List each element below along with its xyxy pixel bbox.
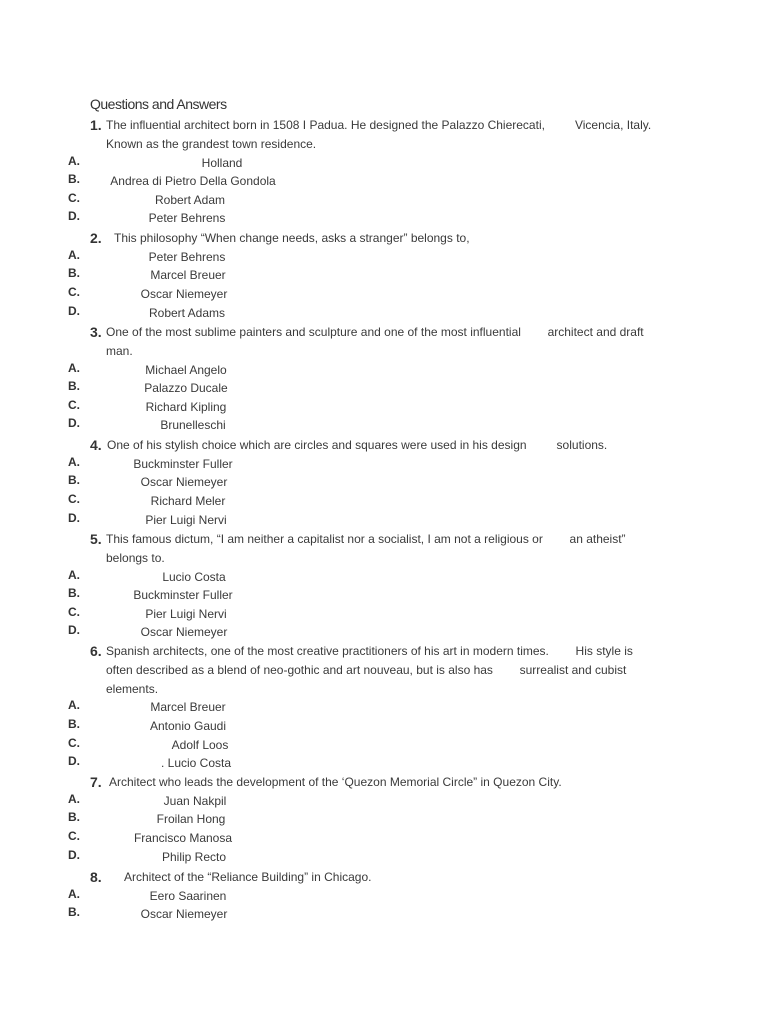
option-letter: C. [68,397,80,412]
option-letter: A. [68,698,80,713]
option-text: Lucio Costa [162,569,226,584]
option-letter: B. [68,717,80,731]
option-text: Robert Adams [148,305,226,320]
option-letter: B. [68,172,80,187]
question-number: 5. [90,531,102,547]
question-text: Known as the grandest town residence. [106,136,317,151]
option-text: Philip Recto [161,849,227,864]
option-text: Adolf Loos [171,737,229,752]
question-text: Architect who leads the development of the ‘Quezon Memorial Circle” in Quezon City. [109,775,562,789]
option-letter: A. [68,567,80,582]
option-letter: B. [68,586,80,601]
option-text: Marcel Breuer [150,700,226,715]
option-letter: B. [68,266,80,281]
question-text: One of his stylish choice which are circles and squares were used in his design solutions. [107,438,608,452]
option-text: Buckminster Fuller [133,588,233,603]
option-letter: B. [68,810,80,825]
option-letter: A. [68,360,80,375]
option-text: Oscar Niemeyer [140,907,228,922]
page-title: Questions and Answers [90,96,227,112]
option-text: Marcel Breuer [150,268,226,283]
option-text: Michael Angelo [145,362,227,377]
option-text: Juan Nakpil [163,793,227,808]
option-letter: D. [68,754,80,769]
option-text: . Lucio Costa [160,756,232,771]
question-number: 7. [90,774,102,790]
option-text: Richard Kipling [145,399,227,414]
option-letter: C. [68,285,80,299]
option-letter: C. [68,190,80,205]
option-text: Brunelleschi [160,418,226,433]
option-letter: D. [68,303,80,318]
question-text: elements. [106,681,159,696]
question-text: The influential architect born in 1508 I Padua. He designed the Palazzo Chierecati, Vicencia, Italy. [106,118,652,132]
option-letter: A. [68,886,80,901]
question-text: belongs to. [106,550,165,565]
option-letter: D. [68,209,80,224]
question-number: 6. [90,643,102,659]
option-text: Peter Behrens [148,211,226,226]
question-text: This famous dictum, “I am neither a capitalist nor a socialist, I am not a religious or an atheist” [106,532,626,546]
question-text: Architect of the “Reliance Building” in Chicago. [124,870,372,884]
option-text: Holland [201,155,243,170]
option-text: Richard Meler [150,494,226,508]
option-letter: D. [68,510,80,525]
option-text: Palazzo Ducale [144,381,228,396]
option-letter: D. [68,623,80,638]
question-text: One of the most sublime painters and sculpture and one of the most influential architect and draft [106,325,644,339]
option-letter: C. [68,829,80,843]
option-text: Francisco Manosa [133,831,233,845]
option-letter: C. [68,735,80,750]
option-text: Antonio Gaudi [149,719,227,733]
question-text: often described as a blend of neo-gothic and art nouveau, but is also has surrealist and cubist [106,662,627,677]
question-text: Spanish architects, one of the most creative practitioners of his art in modern times. His style is [106,644,633,658]
option-letter: D. [68,847,80,862]
option-text: Buckminster Fuller [133,456,233,471]
option-letter: C. [68,604,80,619]
option-text: Oscar Niemeyer [140,625,228,640]
option-letter: B. [68,905,80,920]
option-text: Peter Behrens [148,249,226,264]
option-text: Pier Luigi Nervi [145,512,227,527]
option-text: Oscar Niemeyer [140,287,228,301]
option-letter: A. [68,791,80,806]
option-letter: A. [68,247,80,262]
option-letter: B. [68,379,80,394]
question-text: This philosophy “When change needs, asks a stranger” belongs to, [114,231,470,245]
option-text: Eero Saarinen [149,888,227,903]
option-text: Oscar Niemeyer [140,475,228,490]
question-number: 4. [90,437,102,453]
question-number: 1. [90,117,102,133]
question-number: 3. [90,324,102,340]
option-letter: C. [68,492,80,506]
option-text: Froilan Hong [156,812,226,827]
question-number: 8. [90,869,102,885]
option-letter: D. [68,416,80,431]
option-text: Andrea di Pietro Della Gondola [110,174,276,189]
option-text: Pier Luigi Nervi [145,606,227,621]
question-number: 2. [90,230,102,246]
option-letter: A. [68,454,80,469]
option-letter: A. [68,153,80,168]
option-letter: B. [68,473,80,488]
question-text: man. [106,343,133,358]
option-text: Robert Adam [154,192,226,207]
